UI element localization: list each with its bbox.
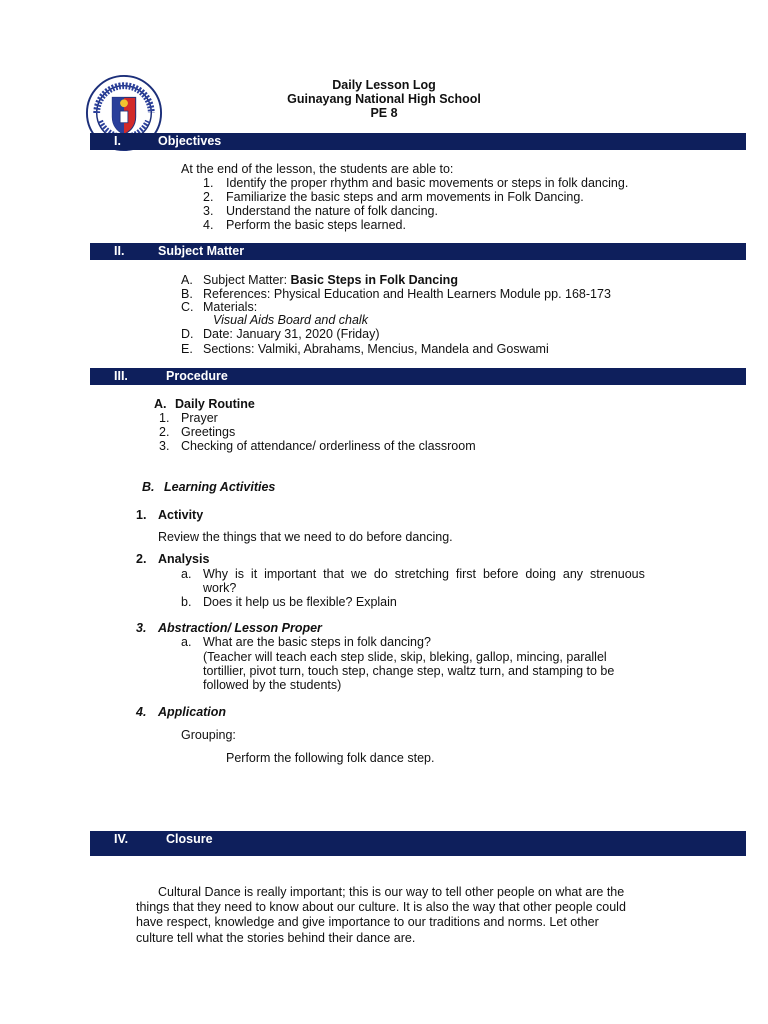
section-number: I.: [114, 134, 121, 148]
routine-item: Prayer: [181, 411, 218, 425]
list-number: 1.: [159, 411, 170, 425]
section-bar-subject-matter: [90, 243, 746, 260]
section-number: II.: [114, 244, 125, 258]
list-letter: D.: [181, 327, 194, 341]
objective-item: Identify the proper rhythm and basic movements or steps in folk dancing.: [226, 176, 629, 190]
materials-value: Visual Aids Board and chalk: [213, 313, 368, 327]
section-bar-procedure: [90, 368, 746, 385]
subject-matter-prefix: Subject Matter:: [203, 273, 291, 287]
subject-matter-line: [203, 273, 458, 287]
objective-item: Understand the nature of folk dancing.: [226, 204, 438, 218]
routine-item: Checking of attendance/ orderliness of the classroom: [181, 439, 476, 453]
section-number: III.: [114, 369, 128, 383]
date-line: Date: January 31, 2020 (Friday): [203, 327, 380, 341]
application-heading: Application: [158, 705, 227, 719]
list-number: 2.: [136, 552, 147, 566]
list-number: 4.: [203, 218, 214, 232]
analysis-question-cont: work?: [203, 581, 237, 595]
abstraction-note: tortillier, pivot turn, touch step, change step, waltz turn, and stamping to be: [203, 664, 615, 678]
daily-routine-heading: Daily Routine: [175, 397, 255, 411]
sections-line: Sections: Valmiki, Abrahams, Mencius, Mandela and Goswami: [203, 342, 549, 356]
document-title: Daily Lesson Log: [332, 78, 436, 92]
section-label: Closure: [166, 832, 213, 846]
closure-paragraph-line: culture tell what the stories behind their dance are.: [136, 931, 416, 945]
list-letter: C.: [181, 300, 194, 314]
list-number: 1.: [136, 508, 147, 522]
learning-activities-heading: Learning Activities: [164, 480, 276, 494]
abstraction-heading: Abstraction/ Lesson Proper: [158, 621, 322, 635]
list-letter: E.: [181, 342, 193, 356]
routine-item: Greetings: [181, 425, 236, 439]
closure-paragraph-line: things that they need to know about our culture. It is also the way that other people could: [136, 900, 626, 914]
abstraction-question: What are the basic steps in folk dancing?: [203, 635, 431, 649]
list-number: 3.: [203, 204, 214, 218]
objective-item: Familiarize the basic steps and arm movements in Folk Dancing.: [226, 190, 584, 204]
objectives-intro: At the end of the lesson, the students are able to:: [181, 162, 454, 176]
list-letter: A.: [154, 397, 167, 411]
abstraction-note: followed by the students): [203, 678, 342, 692]
list-letter: b.: [181, 595, 192, 609]
subject-matter-title: Basic Steps in Folk Dancing: [290, 273, 458, 287]
list-letter: a.: [181, 635, 192, 649]
closure-paragraph-line: Cultural Dance is really important; this is our way to tell other people on what are the: [158, 885, 625, 899]
analysis-heading: Analysis: [158, 552, 210, 566]
section-label: Procedure: [166, 369, 228, 383]
list-number: 1.: [203, 176, 214, 190]
objective-item: Perform the basic steps learned.: [226, 218, 406, 232]
materials-label: Materials:: [203, 300, 258, 314]
list-letter: A.: [181, 273, 193, 287]
references-line: References: Physical Education and Health Learners Module pp. 168-173: [203, 287, 611, 301]
section-number: IV.: [114, 832, 129, 846]
grouping-label: Grouping:: [181, 728, 236, 742]
list-number: 3.: [159, 439, 170, 453]
section-label: Objectives: [158, 134, 222, 148]
section-bar-closure: [90, 831, 746, 856]
list-number: 2.: [159, 425, 170, 439]
application-task: Perform the following folk dance step.: [226, 751, 435, 765]
activity-text: Review the things that we need to do before dancing.: [158, 530, 453, 544]
analysis-question: Why is it important that we do stretching first before doing any strenuous: [203, 567, 645, 581]
abstraction-note: (Teacher will teach each step slide, skip, bleking, gallop, mincing, parallel: [203, 650, 607, 664]
analysis-question: Does it help us be flexible? Explain: [203, 595, 397, 609]
section-bar-objectives: [90, 133, 746, 150]
list-number: 3.: [136, 621, 147, 635]
list-letter: B.: [142, 480, 155, 494]
list-letter: a.: [181, 567, 192, 581]
list-letter: B.: [181, 287, 193, 301]
closure-paragraph-line: have respect, knowledge and give importance to our traditions and norms. Let other: [136, 915, 599, 929]
school-name: Guinayang National High School: [287, 92, 481, 106]
section-label: Subject Matter: [158, 244, 245, 258]
list-number: 2.: [203, 190, 214, 204]
activity-heading: Activity: [158, 508, 204, 522]
subject-name: PE 8: [370, 106, 398, 120]
list-number: 4.: [136, 705, 147, 719]
